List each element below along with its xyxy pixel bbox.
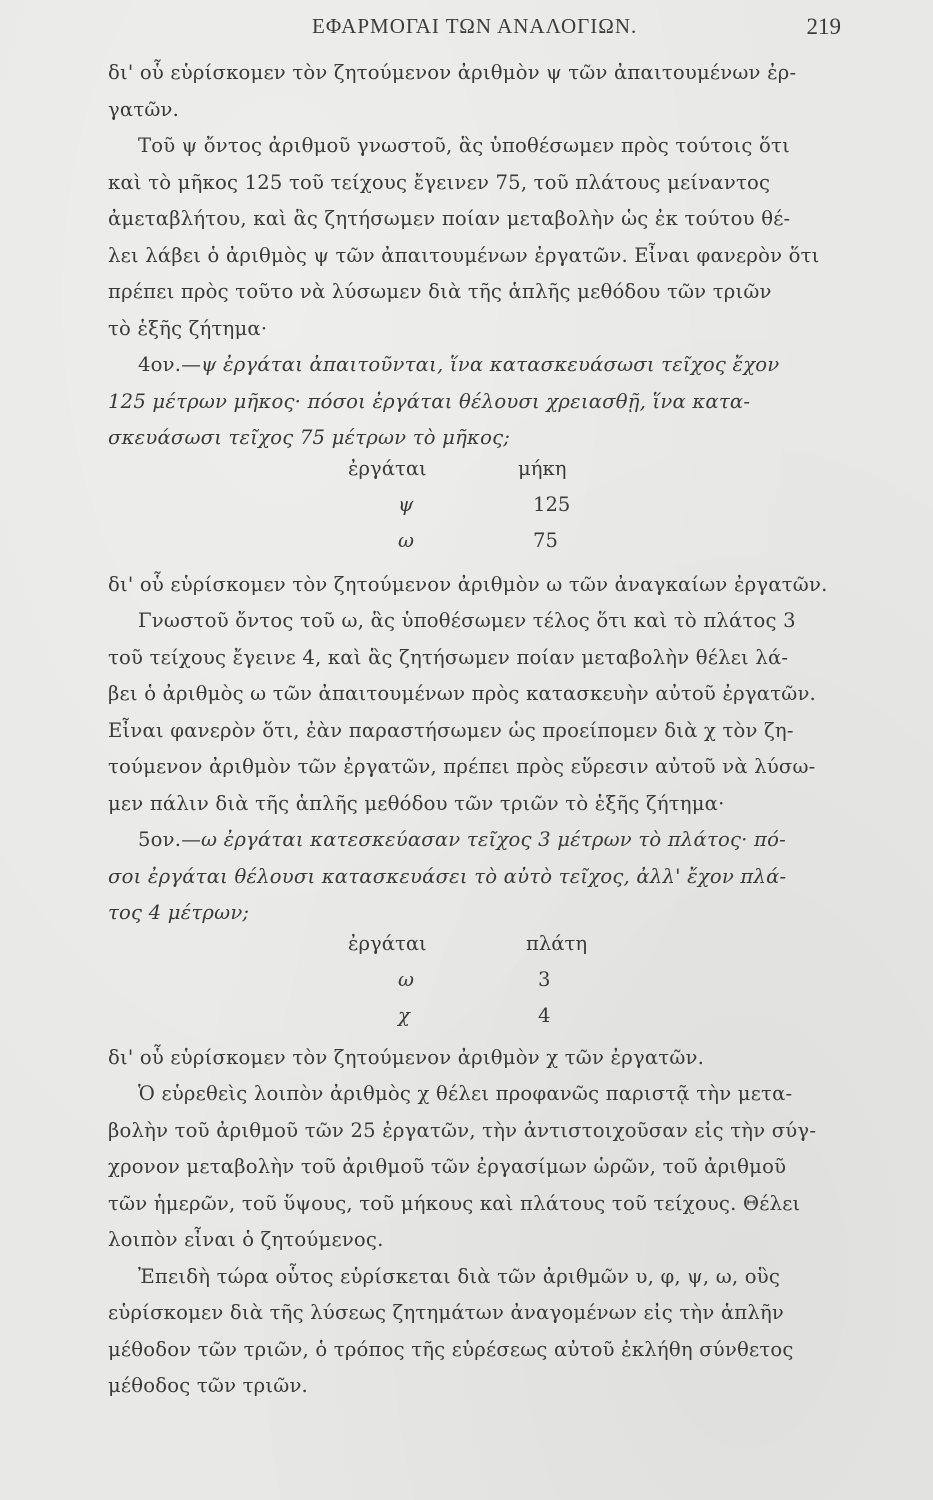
problem-4-line <box>108 347 843 384</box>
table-2-cell: ω <box>398 967 414 991</box>
text-line: εὑρίσκομεν διὰ τῆς λύσεως ζητημάτων ἀναγομένων εἰς τὴν ἁπλῆν <box>108 1301 785 1324</box>
table-1-col2-header: μήκη <box>518 456 567 480</box>
text-line: καὶ τὸ μῆκος 125 τοῦ τείχους ἔγεινεν 75, τοῦ πλάτους μείναντος <box>108 170 771 194</box>
text-line: Τοῦ ψ ὄντος ἀριθμοῦ γνωστοῦ, ἃς ὑποθέσωμεν πρὸς τούτοις ὅτι <box>138 134 790 157</box>
problem-4-line: σκευάσωσι τεῖχος 75 μέτρων τὸ μῆκος; <box>108 426 511 449</box>
table-2-cell: 3 <box>538 967 551 991</box>
text-line: Εἶναι φανερὸν ὅτι, ἐὰν παραστήσωμεν ὡς προείπομεν διὰ χ τὸν ζη- <box>108 718 794 742</box>
running-title: ΕΦΑΡΜΟΓΑΙ ΤΩΝ ΑΝΑΛΟΓΙΩΝ. <box>312 14 638 38</box>
table-2-col1-header: ἐργάται <box>348 931 427 955</box>
text-line: Ὁ εὑρεθεὶς λοιπὸν ἀριθμὸς χ θέλει προφανῶς παριστᾷ τὴν μετα- <box>138 1082 793 1105</box>
problem-5-number: 5ον.— <box>138 828 201 851</box>
page-body <box>108 55 843 1405</box>
problem-5-line: σοι ἐργάται θέλουσι κατασκευάσει τὸ αὐτὸ τεῖχος, ἀλλ' ἔχον πλά- <box>108 864 787 888</box>
problem-5-text: ω ἐργάται κατεσκεύασαν τεῖχος 3 μέτρων τὸ πλάτος· πό- <box>201 828 786 851</box>
text-line: Γνωστοῦ ὄντος τοῦ ω, ἃς ὑποθέσωμεν τέλος ὅτι καὶ τὸ πλάτος 3 <box>138 609 796 632</box>
text-line: τῶν ἡμερῶν, τοῦ ὕψους, τοῦ μήκους καὶ πλάτους τοῦ τείχους. Θέλει <box>108 1191 801 1215</box>
text-line: δι' οὗ εὑρίσκομεν τὸν ζητούμενον ἀριθμὸν ψ τῶν ἀπαιτουμένων ἐρ- <box>108 61 797 84</box>
text-line: Ἐπειδὴ τώρα οὗτος εὑρίσκεται διὰ τῶν ἀριθμῶν υ, φ, ψ, ω, οὓς <box>138 1264 781 1288</box>
text-line: δι' οὗ εὑρίσκομεν τὸν ζητούμενον ἀριθμὸν χ τῶν ἐργατῶν. <box>108 1045 705 1069</box>
problem-4-text: ψ ἐργάται ἀπαιτοῦνται, ἵνα κατασκευάσωσι τεῖχος ἔχον <box>201 353 780 376</box>
text-line: μεν πάλιν διὰ τῆς ἁπλῆς μεθόδου τῶν τριῶν τὸ ἑξῆς ζήτημα· <box>108 791 725 815</box>
proportion-table-2 <box>108 932 843 1040</box>
table-1-cell: 125 <box>533 492 571 516</box>
page-number: 219 <box>806 14 841 39</box>
table-2-cell: χ <box>398 1003 410 1027</box>
text-line: λει λάβει ὁ ἀριθμὸς ψ τῶν ἀπαιτουμένων ἐργατῶν. Εἶναι φανερὸν ὅτι <box>108 243 820 267</box>
proportion-table-1 <box>108 457 843 567</box>
text-line: τούμενον ἀριθμὸν τῶν ἐργατῶν, πρέπει πρὸς εὕρεσιν αὐτοῦ νὰ λύσω- <box>108 755 816 778</box>
text-line: χρονον μεταβολὴν τοῦ ἀριθμοῦ τῶν ἐργασίμων ὡρῶν, τοῦ ἀριθμοῦ <box>108 1155 787 1178</box>
text-line: βει ὁ ἀριθμὸς ω τῶν ἀπαιτουμένων πρὸς κατασκευὴν αὐτοῦ ἐργατῶν. <box>108 682 816 705</box>
table-1-col1-header: ἐργάται <box>348 456 427 480</box>
problem-4-number: 4ον.— <box>138 353 201 376</box>
text-line: δι' οὗ εὑρίσκομεν τὸν ζητούμενον ἀριθμὸν ω τῶν ἀναγκαίων ἐργατῶν. <box>108 572 828 596</box>
text-line: ἀμεταβλήτου, καὶ ἃς ζητήσωμεν ποίαν μεταβολὴν ὡς ἐκ τούτου θέ- <box>108 207 791 230</box>
problem-5-line: τος 4 μέτρων; <box>108 901 250 924</box>
text-line: πρέπει πρὸς τοῦτο νὰ λύσωμεν διὰ τῆς ἁπλῆς μεθόδου τῶν τριῶν <box>108 280 772 303</box>
problem-4-line: 125 μέτρων μῆκος· πόσοι ἐργάται θέλουσι χρειασθῇ, ἵνα κατα- <box>108 389 751 413</box>
text-line: λοιπὸν εἶναι ὁ ζητούμενος. <box>108 1228 384 1251</box>
text-line: βολὴν τοῦ ἀριθμοῦ τῶν 25 ἐργατῶν, τὴν ἀντιστοιχοῦσαν εἰς τὴν σύγ- <box>108 1118 817 1142</box>
table-1-cell: ψ <box>398 492 414 516</box>
table-1-cell: 75 <box>533 528 558 552</box>
text-line: μέθοδον τῶν τριῶν, ὁ τρόπος τῆς εὑρέσεως αὐτοῦ ἐκλήθη σύνθετος <box>108 1337 794 1361</box>
text-line: τοῦ τείχους ἔγεινε 4, καὶ ἃς ζητήσωμεν ποίαν μεταβολὴν θέλει λά- <box>108 645 789 669</box>
table-2-cell: 4 <box>538 1003 551 1027</box>
table-1-cell: ω <box>398 528 414 552</box>
text-line: τὸ ἑξῆς ζήτημα· <box>108 316 268 340</box>
problem-5-line <box>108 822 843 859</box>
table-2-col2-header: πλάτη <box>526 931 588 955</box>
text-line: γατῶν. <box>108 97 180 121</box>
text-line: μέθοδος τῶν τριῶν. <box>108 1374 308 1397</box>
page-header <box>0 8 933 48</box>
